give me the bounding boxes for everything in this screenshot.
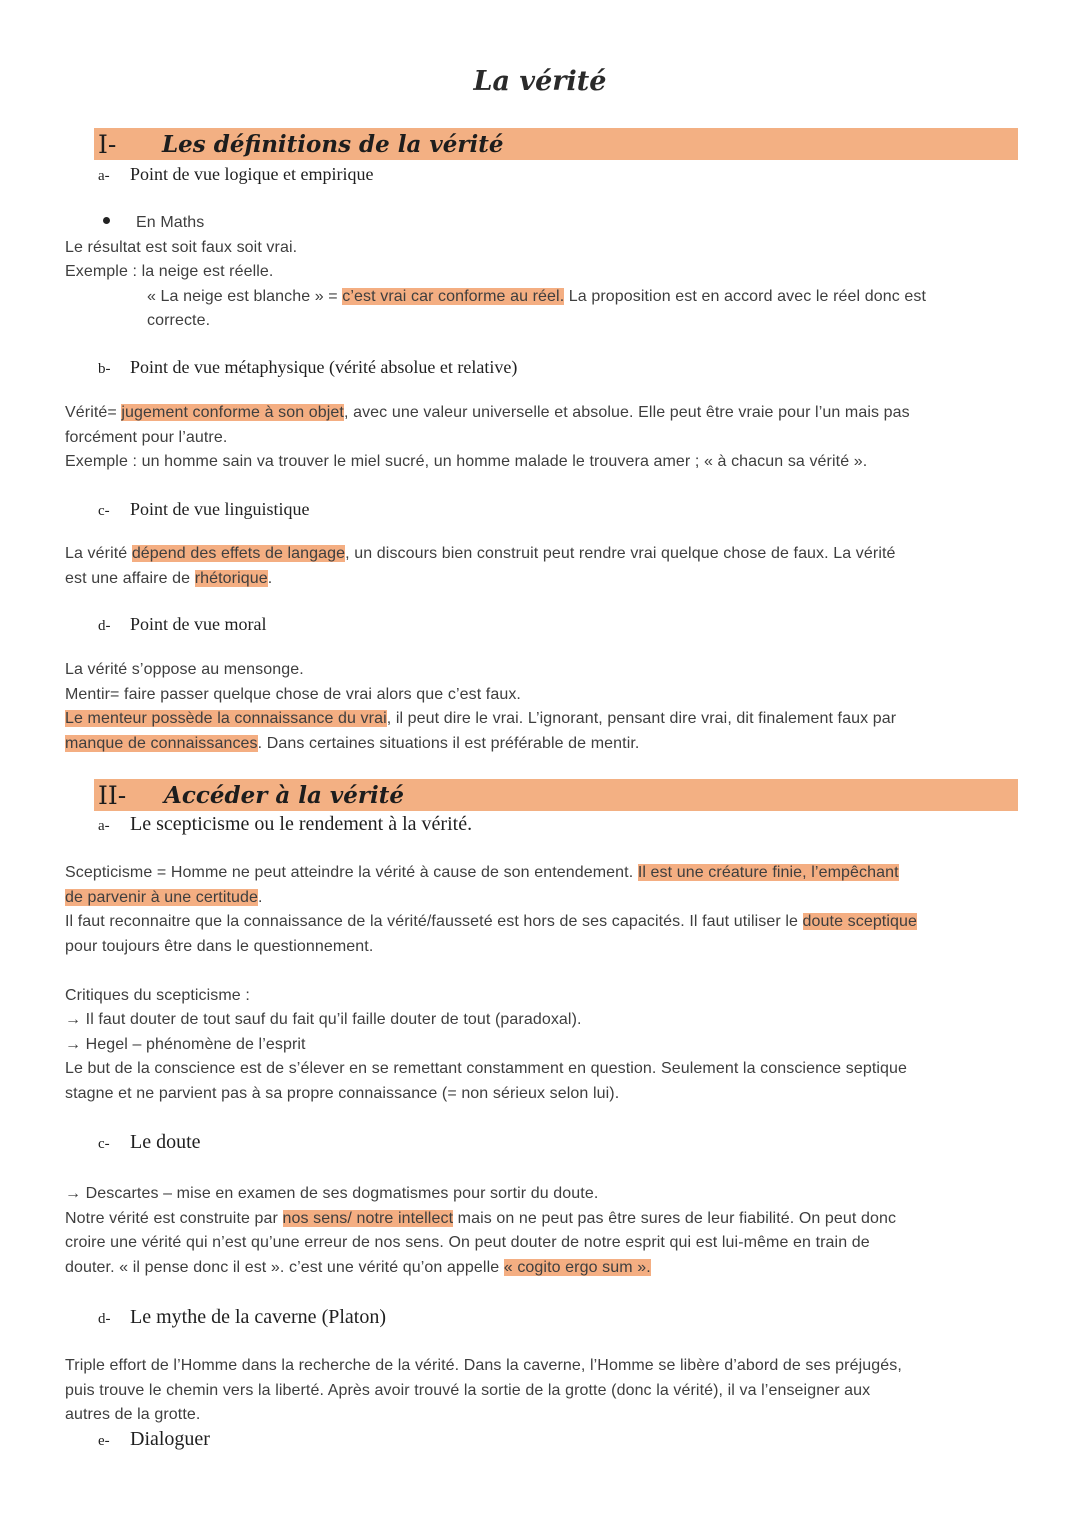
bullet-icon — [103, 217, 110, 224]
text-line: forcément pour l’autre. — [65, 428, 228, 446]
subheading-letter: c- — [98, 1136, 110, 1152]
subheading-letter: d- — [98, 1311, 111, 1327]
subheading-text: Le doute — [130, 1131, 201, 1153]
paragraph-1d — [65, 658, 1015, 756]
subheading-letter: e- — [98, 1433, 110, 1449]
text-line: Notre vérité est construite par nos sens/ notre intellect mais on ne peut pas être sures de leur fiabilité. On peut donc — [65, 1209, 897, 1227]
bullet-item: En Maths — [65, 211, 1015, 236]
text-line: → Il faut douter de tout sauf du fait qu’il faille douter de tout (paradoxal). — [65, 1011, 582, 1028]
text-line: correcte. — [147, 312, 211, 329]
text-line: Le but de la conscience est de s’élever en se remettant constamment en question. Seulement la conscience septique — [65, 1060, 908, 1077]
subheading-text: Point de vue moral — [130, 614, 267, 634]
subheading-text: Point de vue logique et empirique — [130, 164, 374, 184]
text-line: est une affaire de rhétorique. — [65, 569, 273, 587]
section-2-title: Accéder à la vérité — [164, 782, 404, 809]
text-line: → Hegel – phénomène de l’esprit — [65, 1035, 306, 1053]
text-line: Critiques du scepticisme : — [65, 986, 250, 1004]
text-line: Exemple : la neige est réelle. — [65, 263, 274, 280]
section-1-number: I- — [98, 130, 117, 159]
text-line: Exemple : un homme sain va trouver le miel sucré, un homme malade le trouvera amer ; « à chacun sa vérité ». — [65, 453, 868, 470]
highlight: manque de connaissances — [65, 734, 258, 752]
text-line: manque de connaissances. Dans certaines situations il est préférable de mentir. — [65, 734, 640, 752]
highlight: dépend des effets de langage — [131, 545, 346, 562]
text-line: autres de la grotte. — [65, 1406, 201, 1423]
subheading-text: Le mythe de la caverne (Platon) — [130, 1306, 386, 1328]
subheading-text: Le scepticisme ou le rendement à la vérité. — [130, 813, 473, 835]
text-line: Le résultat est soit faux soit vrai. — [65, 238, 298, 256]
subheading-text: Point de vue linguistique — [130, 499, 310, 519]
subheading-1c — [98, 499, 310, 520]
section-1-header — [94, 128, 1018, 160]
subheading-letter: c- — [98, 503, 110, 519]
highlight: Il est une créature finie, l’empêchant — [637, 864, 899, 881]
subheading-text: Dialoguer — [130, 1428, 210, 1450]
paragraph-1c — [65, 542, 1015, 591]
subheading-letter: a- — [98, 168, 110, 184]
paragraph-1b — [65, 401, 1015, 475]
subheading-text: Point de vue métaphysique (vérité absolue et relative) — [130, 357, 518, 377]
subheading-1d — [98, 614, 266, 635]
highlight: rhétorique — [194, 569, 268, 587]
paragraph-2d — [65, 1354, 1015, 1428]
subheading-2d — [98, 1306, 386, 1329]
subheading-2c — [98, 1131, 201, 1154]
text-line: de parvenir à une certitude. — [65, 888, 263, 906]
subheading-2e — [98, 1428, 210, 1451]
section-2-header — [94, 779, 1018, 811]
subheading-2a — [98, 813, 472, 836]
text-line: La vérité dépend des effets de langage, un discours bien construit peut rendre vrai quelque chose de faux. La vérité — [65, 545, 896, 562]
text-line: → Descartes – mise en examen de ses dogmatismes pour sortir du doute. — [65, 1185, 599, 1202]
highlight: Le menteur possède la connaissance du vrai — [65, 710, 387, 727]
subheading-letter: a- — [98, 818, 110, 834]
text-line: Il faut reconnaitre que la connaissance de la vérité/fausseté est hors de ses capacités. Il faut utiliser le doute sceptique — [65, 913, 918, 930]
subheading-letter: d- — [98, 618, 111, 634]
subheading-1b — [98, 357, 517, 378]
highlight: « cogito ergo sum ». — [503, 1258, 651, 1276]
paragraph-2c — [65, 1182, 1015, 1280]
subheading-letter: b- — [98, 361, 111, 377]
section-1-title: Les définitions de la vérité — [162, 131, 504, 158]
text-line: puis trouve le chemin vers la liberté. Après avoir trouvé la sortie de la grotte (donc la vérité), il va l’enseigner aux — [65, 1381, 871, 1399]
text-line: pour toujours être dans le questionnement. — [65, 937, 374, 955]
text-line: Le menteur possède la connaissance du vrai, il peut dire le vrai. L’ignorant, pensant dire vrai, dit finalement faux par — [65, 710, 897, 727]
text-line: douter. « il pense donc il est ». c’est une vérité qu’on appelle « cogito ergo sum ». — [65, 1258, 651, 1276]
text-line: La vérité s’oppose au mensonge. — [65, 661, 304, 678]
highlight: c’est vrai car conforme au réel. — [342, 287, 565, 305]
highlight: jugement conforme à son objet — [121, 404, 344, 421]
text-line: Scepticisme = Homme ne peut atteindre la vérité à cause de son entendement. Il est une créature finie, l’empêchant — [65, 864, 899, 881]
paragraph-1a — [65, 211, 1015, 334]
paragraph-2a — [65, 861, 1015, 1106]
section-2-number: II- — [98, 781, 127, 810]
text-line: Vérité= jugement conforme à son objet, avec une valeur universelle et absolue. Elle peut être vraie pour l’un mais pas — [65, 404, 910, 421]
highlight: nos sens/ notre intellect — [282, 1209, 454, 1227]
page-title: La vérité — [473, 66, 607, 97]
subheading-1a — [98, 164, 373, 185]
highlight: de parvenir à une certitude — [65, 888, 259, 906]
text-line: Mentir= faire passer quelque chose de vrai alors que c’est faux. — [65, 685, 521, 703]
text-line: « La neige est blanche » = c’est vrai car conforme au réel. La proposition est en accord avec le réel donc est — [147, 287, 927, 305]
text-line: Triple effort de l’Homme dans la recherche de la vérité. Dans la caverne, l’Homme se libère d’abord de ses préjugés, — [65, 1357, 902, 1374]
highlight: doute sceptique — [802, 913, 918, 930]
text-line: croire une vérité qui n’est qu’une erreur de nos sens. On peut douter de notre esprit qui est lui-même en train de — [65, 1234, 870, 1251]
text-line: stagne et ne parvient pas à sa propre connaissance (= non sérieux selon lui). — [65, 1084, 620, 1102]
